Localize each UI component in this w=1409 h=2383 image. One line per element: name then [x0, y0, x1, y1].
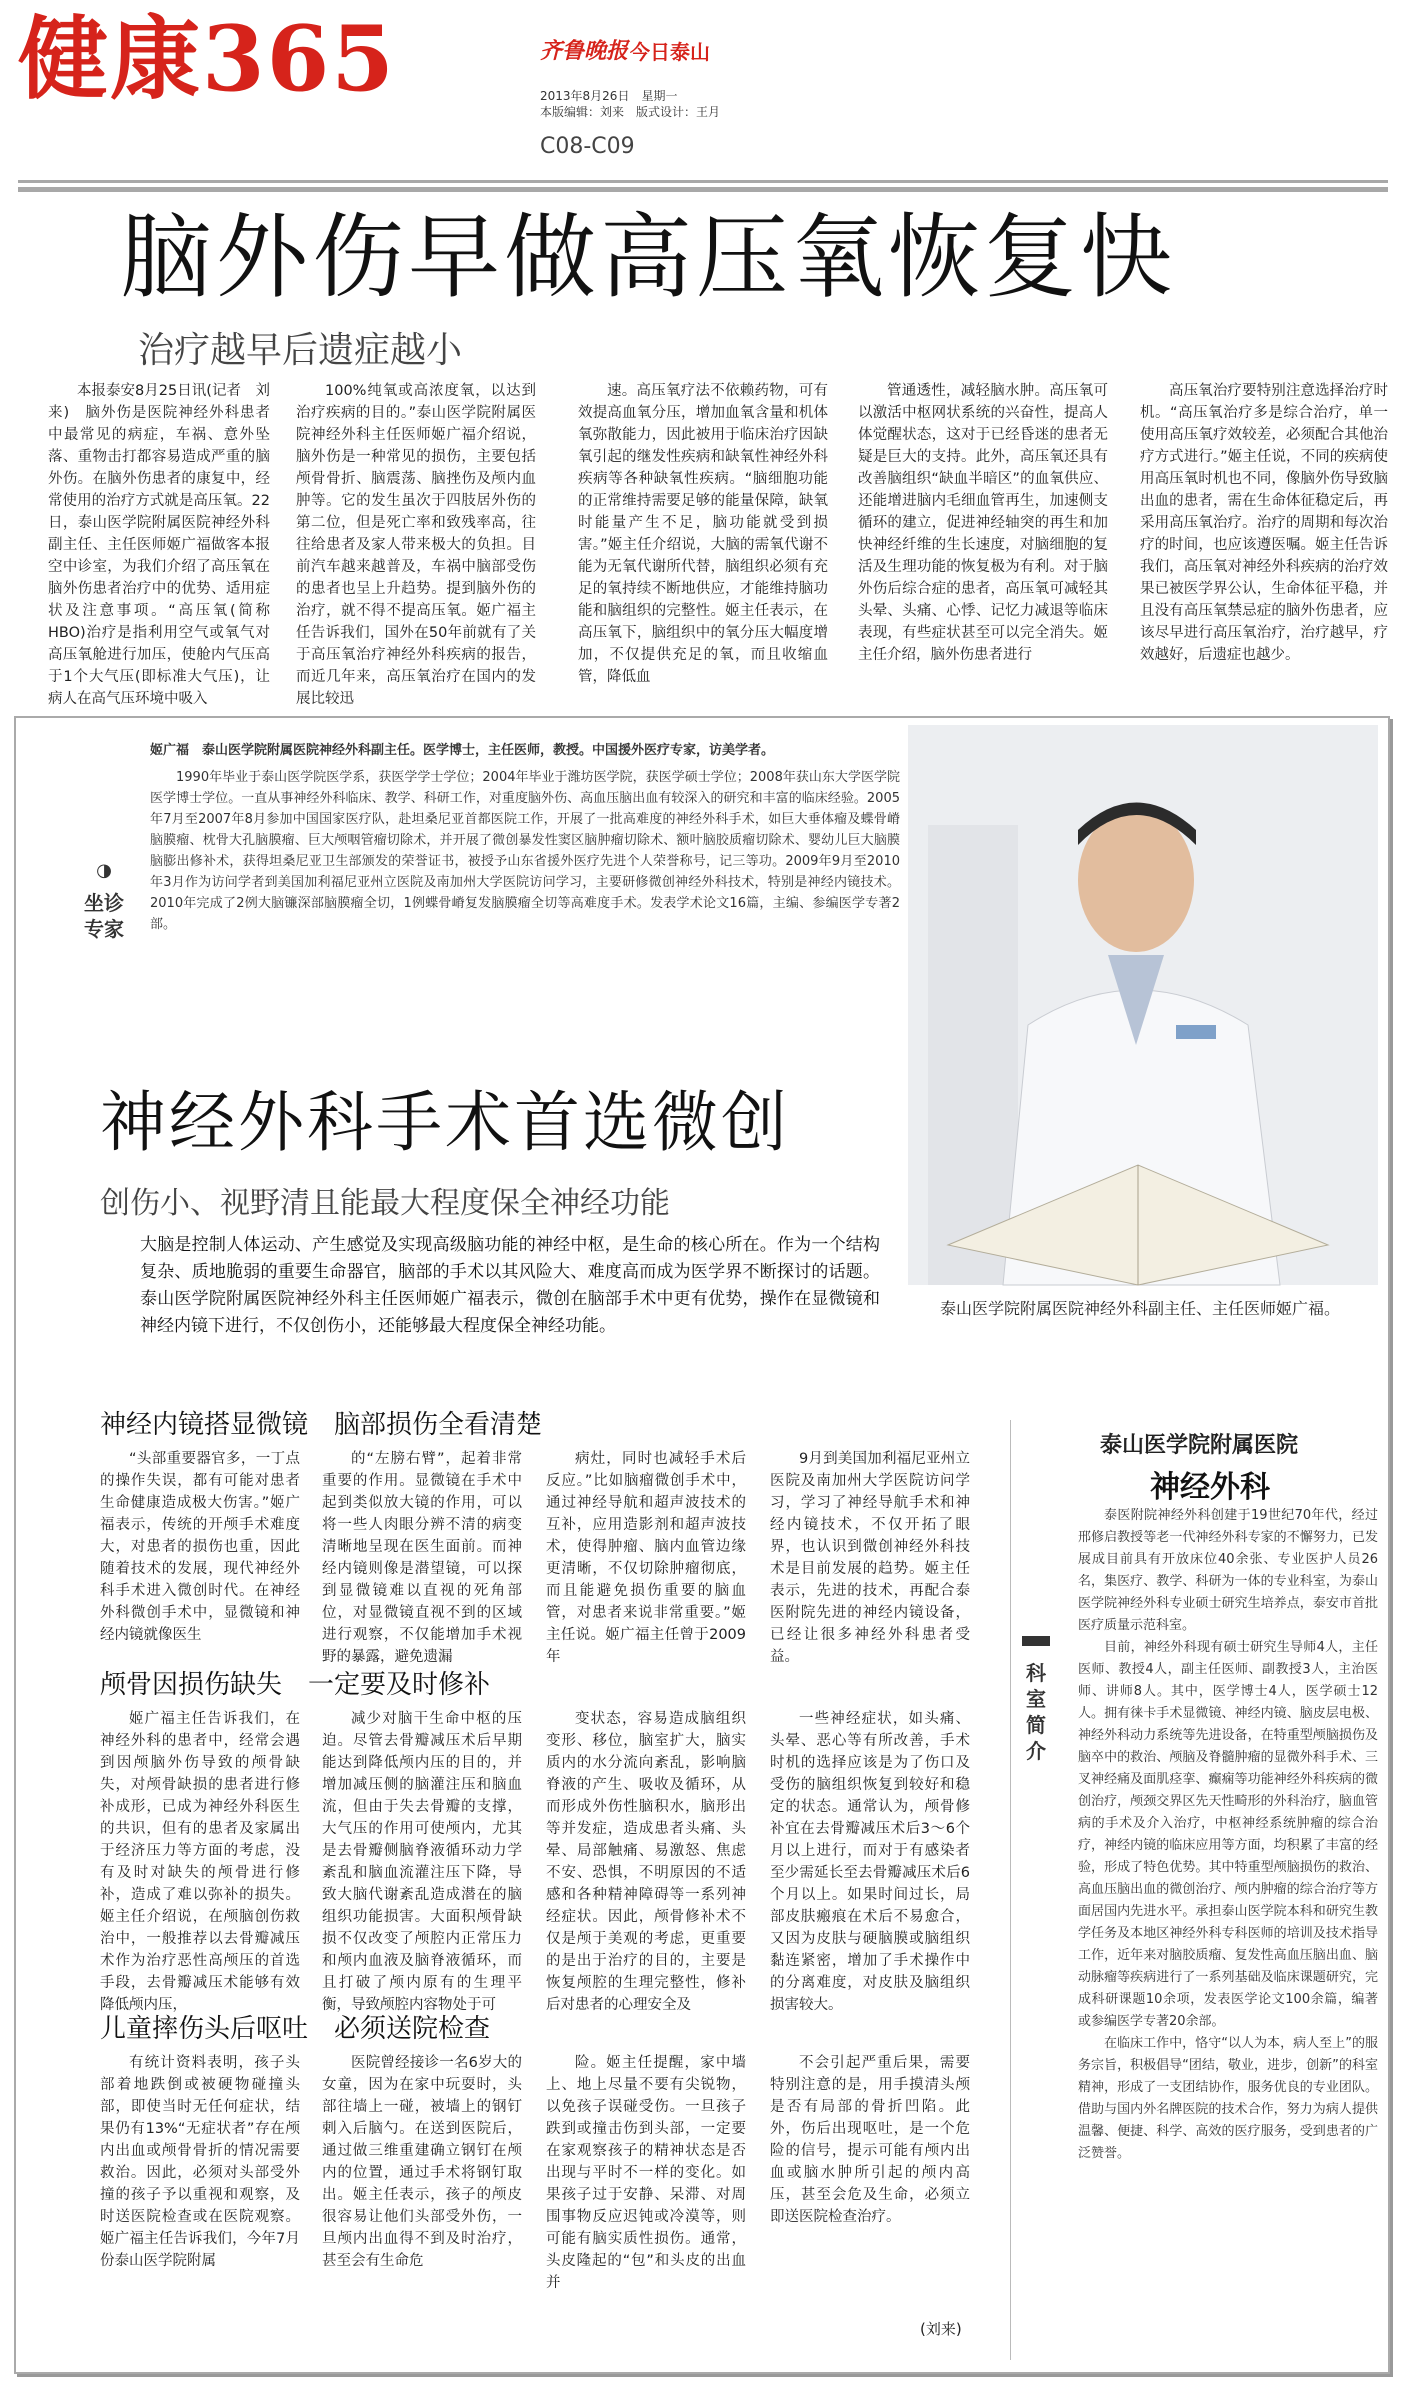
article1-subheadline: 治疗越早后遗症越小	[138, 330, 463, 371]
section-column	[770, 2052, 970, 2292]
sidebar-title-hospital: 泰山医学院附属医院	[1100, 1432, 1299, 1458]
section-text: 病灶，同时也减轻手术后反应。”比如脑瘤微创手术中，通过神经导航和超声波技术的互补，应用造影剂和超声波技术，使得肿瘤、脑内血管边缘更清晰，不仅切除肿瘤彻底，而且能避免损伤重要的脑血管，对患者来说非常重要。”姬主任说。姬广福主任曾于2009年	[546, 1451, 746, 1665]
section-text: 减少对脑干生命中枢的压迫。尽管去骨瓣减压术后早期能达到降低颅内压的目的，并增加减压侧的脑灌注压和脑血流，但由于失去骨瓣的支撑，大气压的作用可使颅内，尤其是去骨瓣侧脑脊液循环动力学紊乱和脑血流灌注压下降，导致大脑代谢紊乱造成潜在的脑组织功能损害。大面积颅骨缺损不仅改变了颅腔内正常压力和颅内血液及脑脊液循环，而且打破了颅内原有的生理平衡，导致颅腔内容物处于可	[322, 1711, 522, 2013]
section-column	[546, 1708, 746, 2013]
section-column	[322, 1708, 522, 2013]
article1-headline: 脑外伤早做高压氧恢复快	[120, 204, 1177, 311]
section-text: 9月到美国加利福尼亚州立医院及南加州大学医院访问学习，学习了神经导航手术和神经内镜技术，不仅开拓了眼界，也认识到微创神经外科技术是目前发展的趋势。姬主任表示，先进的技术，再配合泰医附院先进的神经内镜设备，已经让很多神经外科患者受益。	[770, 1451, 970, 1665]
article1-text: 100%纯氧或高浓度氧，以达到治疗疾病的目的。”泰山医学院附属医院神经外科主任医师姬广福介绍说，脑外伤是一种常见的损伤，主要包括颅骨骨折、脑震荡、脑挫伤及颅内血肿等。它的发生虽次于四肢居外伤的第二位，但是死亡率和致残率高，往往给患者及家人带来极大的负担。目前汽车越来越普及，车祸中脑部受伤的患者也呈上升趋势。提到脑外伤的治疗，就不得不提高压氧。姬广福主任告诉我们，国外在50年前就有了关于高压氧治疗神经外科疾病的报告，而近几年来，高压氧治疗在国内的发展比较迅	[296, 383, 536, 707]
newspaper-edition: 今日泰山	[630, 40, 710, 64]
byline: (刘来)	[920, 2320, 962, 2338]
section-text: 医院曾经接诊一名6岁大的女童，因为在家中玩耍时，头部往墙上一碰，被墙上的钢钉刺入后脑勺。在送到医院后，通过做三维重建确立钢钉在颅内的位置，通过手术将钢钉取出。姬主任表示，孩子的颅皮很容易让他们头部受外伤，一旦颅内出血得不到及时治疗，甚至会有生命危	[322, 2055, 522, 2269]
section-heading: 儿童摔伤头后呕吐 必须送院检查	[100, 2014, 491, 2044]
article1-column	[1140, 380, 1388, 710]
sidebar-paragraph: 泰医附院神经外科创建于19世纪70年代，经过邢修启教授等老一代神经外科专家的不懈努力，已发展成目前具有开放床位40余张、专业医护人员26名，集医疗、教学、科研为一体的专业科室，为泰山医学院神经外科专业硕士研究生培养点，泰安市首批医疗质量示范科室。	[1078, 1508, 1378, 1633]
expert-bio-intro: 姬广福 泰山医学院附属医院神经外科副主任。医学博士，主任医师，教授。中国援外医疗专家，访美学者。	[150, 743, 775, 758]
section-text: 的“左膀右臂”，起着非常重要的作用。显微镜在手术中起到类似放大镜的作用，可以将一些人肉眼分辨不清的病变清晰地呈现在医生面前。而神经内镜则像是潜望镜，可以探到显微镜难以直视的死角部位，对显微镜直视不到的区域进行观察，不仅能增加手术视野的暴露，避免遗漏	[322, 1451, 522, 1665]
expert-side-tag: 坐诊专家	[84, 891, 124, 941]
expert-bio	[150, 740, 900, 935]
masthead-rule	[18, 180, 1388, 192]
section-heading: 神经内镜搭显微镜 脑部损伤全看清楚	[100, 1410, 543, 1440]
article1-text: 速。高压氧疗法不依赖药物，可有效提高血氧分压，增加血氧含量和机体氧弥散能力，因此被用于临床治疗因缺氧引起的继发性疾病和缺氧性神经外科疾病等各种缺氧性疾病。“脑细胞功能的正常维持需要足够的能量保障，缺氧时能量产生不足，脑功能就受到损害。”姬主任介绍说，大脑的需氧代谢不能为无氧代谢所代替，脑组织必须有充足的氧持续不断地供应，才能维持脑功能和脑组织的完整性。姬主任表示，在高压氧下，脑组织中的氧分压大幅度增加，不仅提供充足的氧，而且收缩血管，降低血	[578, 383, 828, 685]
sidebar-label: 科室简介	[1026, 1661, 1046, 1763]
section-title: 健康365	[18, 6, 396, 112]
section-column	[100, 1448, 300, 1653]
article2-headline: 神经外科手术首选微创	[100, 1084, 790, 1161]
article2-lead: 大脑是控制人体运动、产生感觉及实现高级脑功能的神经中枢，是生命的核心所在。作为一个结构复杂、质地脆弱的重要生命器官，脑部的手术以其风险大、难度高而成为医学界不断探讨的话题。泰山医学院附属医院神经外科主任医师姬广福表示，微创在脑部手术中更有优势，操作在显微镜和神经内镜下进行，不仅创伤小，还能够最大程度保全神经功能。	[140, 1235, 880, 1336]
article2-subheadline: 创伤小、视野清且能最大程度保全神经功能	[100, 1186, 670, 1221]
doctor-photo	[908, 725, 1378, 1285]
section-column	[322, 2052, 522, 2342]
sidebar-body	[1078, 1505, 1378, 2165]
section-text: 险。姬主任提醒，家中墙上、地上尽量不要有尖锐物，以免孩子误碰受伤。一旦孩子跌到或撞击伤到头部，一定要在家观察孩子的精神状态是否出现与平时不一样的变化。如果孩子过于安静、呆滞、对周围事物反应迟钝或冷漠等，则可能有脑实质性损伤。通常，头皮隆起的“包”和头皮的出血并	[546, 2055, 746, 2291]
square-bullet-icon	[1022, 1636, 1050, 1646]
doctor-portrait-illustration	[908, 725, 1378, 1285]
sidebar-title-department: 神经外科	[1150, 1470, 1270, 1505]
section-text: 有统计资料表明，孩子头部着地跌倒或被硬物碰撞头部，即使当时无任何症状，结果仍有13%“无症状者”存在颅内出血或颅骨骨折的情况需要救治。因此，必须对头部受外撞的孩子予以重视和观察，及时送医院检查或在医院观察。姬广福主任告诉我们，今年7月份泰山医学院附属	[100, 2055, 300, 2269]
section-text: 变状态，容易造成脑组织变形、移位，脑室扩大，脑实质内的水分流向紊乱，影响脑脊液的产生、吸收及循环，从而形成外伤性脑积水，脑形出等并发症，造成患者头痛、头晕、局部触痛、易激怒、焦虑不安、恐惧，不明原因的不适感和各种精神障碍等一系列神经症状。因此，颅骨修补术不仅是颅于美观的考虑，更重要的是出于治疗的目的，主要是恢复颅腔的生理完整性，修补后对患者的心理安全及	[546, 1711, 746, 2013]
issue-editors: 本版编辑：刘来 版式设计：王月	[540, 105, 721, 119]
article1-column	[578, 380, 828, 710]
expert-bio-body: 1990年毕业于泰山医学院医学系，获医学学士学位；2004年毕业于潍坊医学院，获医学硕士学位；2008年获山东大学医学院医学博士学位。一直从事神经外科临床、教学、科研工作，对重度脑外伤、高血压脑出血有较深入的研究和丰富的临床经验。2005年7月至2007年8月参加中国国家医疗队，赴坦桑尼亚首都医院工作，开展了一批高难度的神经外科手术，如巨大垂体瘤及蝶骨嵴脑膜瘤、枕骨大孔脑膜瘤、巨大颅咽管瘤切除术，并开展了微创暴发性窦区脑肿瘤切除术、额叶脑胶质瘤切除术、婴幼儿巨大脑膜脑膨出修补术，获得坦桑尼亚卫生部颁发的荣誉证书，被授予山东省援外医疗先进个人荣誉称号，记三等功。2009年9月至2010年3月作为访问学者到美国加利福尼亚州立医院及南加州大学医院访问学习，主要研修微创神经外科技术，特别是神经内镜技术。2010年完成了2例大脑镰深部脑膜瘤全切，1例蝶骨嵴复发脑膜瘤全切等高难度手术。发表学术论文16篇，主编、参编医学专著2部。	[150, 770, 900, 932]
section-text: 不会引起严重后果，需要特别注意的是，用手摸清头颅是否有局部的骨折凹陷。此外，伤后出现呕吐，是一个危险的信号，提示可能有颅内出血或脑水肿所引起的颅内高压，甚至会危及生命，必须立即送医院检查治疗。	[770, 2055, 970, 2225]
section-heading: 颅骨因损伤缺失 一定要及时修补	[100, 1670, 491, 1700]
section-column	[100, 2052, 300, 2342]
article1-text: 高压氧治疗要特别注意选择治疗时机。“高压氧治疗多是综合治疗，单一使用高压氧疗效较差，必须配合其他治疗方式进行。”姬主任说，不同的疾病使用高压氧时机也不同，像脑外伤导致脑出血的患者，需在生命体征稳定后，再采用高压氧治疗。治疗的周期和每次治疗的时间，也应该遵医嘱。姬主任告诉我们，高压氧对神经外科疾病的治疗效果已被医学界公认，生命体征平稳，并且没有高压氧禁忌症的脑外伤患者，应该尽早进行高压氧治疗，治疗越早，疗效越好，后遗症也越少。	[1140, 383, 1388, 663]
article1-column	[858, 380, 1108, 710]
half-circle-icon: ◑	[96, 860, 112, 881]
section-column	[546, 2052, 746, 2342]
section-text: 姬广福主任告诉我们，在神经外科的患者中，经常会遇到因颅脑外伤导致的颅骨缺失，对颅骨缺损的患者进行修补成形，已成为神经外科医生的共识，但有的患者及家属出于经济压力等方面的考虑，没有及时对缺失的颅骨进行修补，造成了难以弥补的损失。姬主任介绍说，在颅脑创伤救治中，一般推荐以去骨瓣减压术作为治疗恶性高颅压的首选手段，去骨瓣减压术能够有效降低颅内压，	[100, 1711, 300, 2013]
article1-column	[296, 380, 536, 710]
photo-caption: 泰山医学院附属医院神经外科副主任、主任医师姬广福。	[939, 1299, 1340, 1318]
article1-text: 管通透性，减轻脑水肿。高压氧可以激活中枢网状系统的兴奋性，提高人体觉醒状态，这对于已经昏迷的患者无疑是巨大的支持。此外，高压氧还具有改善脑组织“缺血半暗区”的血氧供应、还能增进脑内毛细血管再生，加速侧支循环的建立，促进神经轴突的再生和加快神经纤维的生长速度，对脑细胞的复活及生理功能的恢复极为有利。对于脑外伤后综合症的患者，高压氧可减轻其头晕、头痛、心悸、记忆力减退等临床表现，有些症状甚至可以完全消失。姬主任介绍，脑外伤患者进行	[858, 383, 1108, 663]
section-column	[770, 1448, 970, 1665]
issue-meta	[540, 88, 720, 120]
sidebar-divider	[1010, 1420, 1011, 2360]
sidebar-paragraph: 在临床工作中，恪守“以人为本，病人至上”的服务宗旨，积极倡导“团结，敬业，进步，创新”的科室精神，形成了一支团结协作，服务优良的专业团队。借助与国内外名牌医院的技术合作，努力为病人提供温馨、便捷、科学、高效的医疗服务，受到患者的广泛赞誉。	[1078, 2036, 1378, 2161]
sidebar-paragraph: 目前，神经外科现有硕士研究生导师4人，主任医师、教授4人，副主任医师、副教授3人，主治医师、讲师8人。其中，医学博士4人，医学硕士12人。拥有徕卡手术显微镜、神经内镜、脑皮层电极、神经外科动力系统等先进设备，在特重型颅脑损伤及脑卒中的救治、颅脑及脊髓肿瘤的显微外科手术、三叉神经痛及面肌痉挛、癫痫等功能神经外科疾病的微创治疗，颅颈交界区先天性畸形的外科治疗，脑血管病的手术及介入治疗，中枢神经系统肿瘤的综合治疗，神经内镜的临床应用等方面，均积累了丰富的经验，形成了特色优势。其中特重型颅脑损伤的救治、高血压脑出血的微创治疗、颅内肿瘤的综合治疗等方面居国内先进水平。承担泰山医学院本科和研究生教学任务及本地区神经外科专科医师的培训及技术指导工作，近年来对脑胶质瘤、复发性高血压脑出血、脑动脉瘤等疾病进行了一系列基础及临床课题研究，完成科研课题10余项，发表医学论文100余篇，编著或参编医学专著20余部。	[1078, 1640, 1378, 2029]
section-column	[100, 1708, 300, 2013]
section-column	[322, 1448, 522, 1665]
section-text: “头部重要器官多，一丁点的操作失误，都有可能对患者生命健康造成极大伤害。”姬广福表示，传统的开颅手术难度大，对患者的损伤也重，因此随着技术的发展，现代神经外科手术进入微创时代。在神经外科微创手术中，显微镜和神经内镜就像医生	[100, 1451, 300, 1643]
page-range: C08-C09	[540, 134, 635, 159]
section-column	[770, 1708, 970, 2013]
section-text: 一些神经症状，如头痛、头晕、恶心等有所改善，手术时机的选择应该是为了伤口及受伤的脑组织恢复到较好和稳定的状态。通常认为，颅骨修补宜在去骨瓣减压术后3～6个月以上进行，而对于有感染者至少需延长至去骨瓣减压术后6个月以上。如果时间过长，局部皮肤瘢痕在术后不易愈合，又因为皮肤与硬脑膜或脑组织黏连紧密，增加了手术操作中的分离难度，对皮肤及脑组织损害较大。	[770, 1711, 970, 2013]
article1-text: 本报泰安8月25日讯(记者 刘来) 脑外伤是医院神经外科患者中最常见的病症，车祸、意外坠落、重物击打都容易造成严重的脑外伤。在脑外伤患者的康复中，经常使用的治疗方式就是高压氧。22日，泰山医学院附属医院神经外科副主任、主任医师姬广福做客本报空中诊室，为我们介绍了高压氧在脑外伤患者治疗中的优势、适用症状及注意事项。“高压氧(简称HBO)治疗是指利用空气或氧气对高压氧舱进行加压，使舱内气压高于1个大气压(即标准大气压)，让病人在高气压环境中吸入	[48, 383, 270, 707]
article1-column	[48, 380, 270, 710]
newspaper-name: 齐鲁晚报	[540, 38, 629, 64]
section-column	[546, 1448, 746, 1665]
issue-date: 2013年8月26日 星期一	[540, 89, 678, 103]
